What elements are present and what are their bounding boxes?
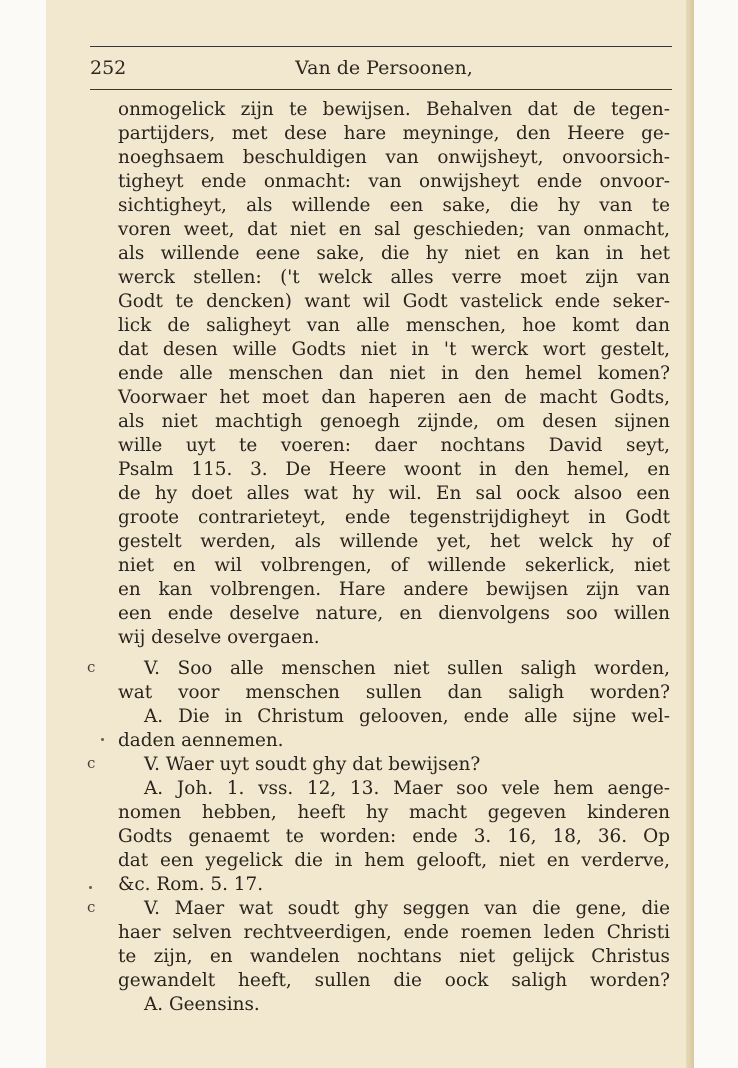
text-line: de hy doet alles wat hy wil. En sal oock alsoo een [118,483,670,504]
text-line: wij deselve overgaen. [118,627,320,648]
text-line: Godt te dencken) want wil Godt vastelick ende seker- [118,291,670,312]
text-line: en kan volbrengen. Hare andere bewijsen zijn van [118,579,670,600]
page-number: 252 [90,57,127,79]
header-rule-top [90,46,672,47]
margin-mark: c [87,898,96,916]
margin-dot [89,886,92,889]
running-title: Van de Persoonen, [295,57,473,79]
margin-dot [101,738,104,741]
text-line: Voorwaer het moet dan haperen aen de macht Godts, [118,387,670,408]
question-line: V. Soo alle menschen niet sullen saligh worden, [144,658,670,679]
text-line: ende alle menschen dan niet in den hemel komen? [118,363,670,384]
text-line: nomen hebben, heeft hy macht gegeven kinderen [118,802,670,823]
text-line: daden aennemen. [118,730,284,751]
text-line: wille uyt te voeren: daer nochtans David seyt, [118,435,670,456]
text-line: wat voor menschen sullen dan saligh worden? [118,682,670,703]
text-line: als niet machtigh genoegh zijnde, om desen sijnen [118,411,670,432]
text-line: niet en wil volbrengen, of willende sekerlick, niet [118,555,670,576]
question-line: V. Waer uyt soudt ghy dat bewijsen? [144,754,481,775]
text-line: partijders, met dese hare meyninge, den Heere ge- [118,123,670,144]
text-line: haer selven rechtveerdigen, ende roemen leden Christi [118,922,670,943]
text-line: groote contrarieteyt, ende tegenstrijdigheyt in Godt [118,507,670,528]
text-line: gewandelt heeft, sullen die oock saligh worden? [118,970,670,991]
margin-mark: c [87,658,96,676]
text-line: dat een yegelick die in hem gelooft, niet en verderve, [118,850,670,871]
text-line: Godts genaemt te worden: ende 3. 16, 18, 36. Op [118,826,670,847]
text-line: &c. Rom. 5. 17. [118,874,264,895]
text-line: lick de saligheyt van alle menschen, hoe komt dan [118,315,670,336]
text-line: als willende eene sake, die hy niet en kan in het [118,243,670,264]
margin-mark: c [87,754,96,772]
text-line: sichtigheyt, als willende een sake, die hy van te [118,195,670,216]
text-line: tigheyt ende onmacht: van onwijsheyt ende onvoor- [118,171,670,192]
answer-line: A. Geensins. [144,994,260,1015]
text-line: een ende deselve nature, en dienvolgens soo willen [118,603,670,624]
text-line: onmogelick zijn te bewijsen. Behalven dat de tegen- [118,99,670,120]
page-edge [686,0,694,1068]
text-line: te zijn, en wandelen nochtans niet gelijck Christus [118,946,670,967]
text-line: noeghsaem beschuldigen van onwijsheyt, onvoorsich- [118,147,670,168]
text-line: Psalm 115. 3. De Heere woont in den hemel, en [118,459,670,480]
question-line: V. Maer wat soudt ghy seggen van die gene, die [144,898,670,919]
text-line: dat desen wille Godts niet in 't werck wort gestelt, [118,339,670,360]
header-rule-bottom [90,89,672,90]
text-line: gestelt werden, als willende yet, het welck hy of [118,531,670,552]
text-line: werck stellen: ('t welck alles verre moet zijn van [118,267,670,288]
text-line: voren weet, dat niet en sal geschieden; van onmacht, [118,219,670,240]
answer-line: A. Die in Christum gelooven, ende alle sijne wel- [144,706,670,727]
answer-line: A. Joh. 1. vss. 12, 13. Maer soo vele hem aenge- [144,778,670,799]
